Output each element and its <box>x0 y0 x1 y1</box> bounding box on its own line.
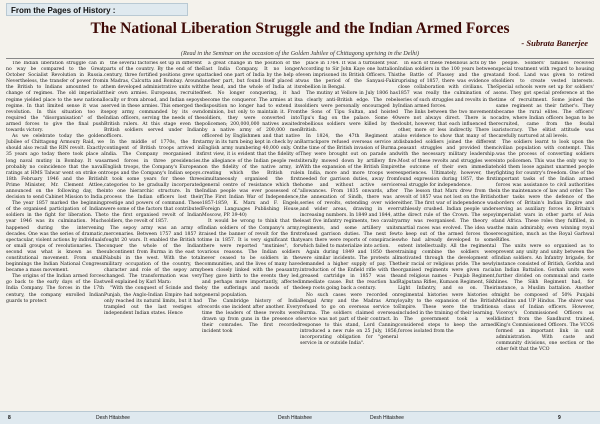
paragraph: the several factories set up in different parts of the country. By the end of the century, three fortified positions grew up in Madras, Calcutta and Bombay. Around them developed administrative units with their own armies. Europeans, recruited locally or from abroad, and Indian sepoys served in these armies. This emerged the sepoy army, commanded by its own Indian officers, serving the needs of the British rulers. At this stage even the British soldiers served under Indian officers. <box>104 61 202 140</box>
paragraph: It would be wrong to think that the Indian soldiers of the Company's army, raised the banner of revolt for the first time in 1857. It is very significant that there were reported "mutinies", for various reasons. The Indian soldiers never ceased to be soldiers in the communities, and the lives of many have been closely linked with the peasantry. They gave birth to the events they led, and perhaps more importantly, affected by the sufferings and moods of the general population. <box>202 219 300 298</box>
paragraph: The origins of the Indian armed forces go back to the early days of the East India Company. The forces in the 17th century, the company enrolled Indian guards to protect <box>6 274 104 304</box>
text-column-3 <box>202 61 300 410</box>
text-columns <box>6 61 594 410</box>
title-divider <box>6 58 594 59</box>
article-subtitle: (Read in the Seminar on the occasion of the Golden Jubilee of Chittagong uprising in the Delhi) <box>180 50 420 57</box>
paragraph: In each of these rebellious acts by the Indian soldiers in the 100 years between the Battle of Plassey and the great uprising of 1857, there was evidence of close collaboration with civilians. The 1857 was really the culmination of a series of such struggles and revolts in the Indian armed forces. <box>398 61 496 109</box>
paragraph: The soldiers learnt to look upon the civilian population with contempt. This was the process of converting soldiers into policemen. This was the only way to hold them loose against unarmed people fighting for country's freedom. One of the important tasks of the Indian armed forces was assistance to civil authorities in the maintenance of law and order. The other tasks were the defence of the borders of Britain's Indian Empire and serving as auxiliary forces in Britain's imperialist wars in other parts of Asia and Africa. These roles they fulfilled, in the main admirably, even winning royal recognition, much as the Royal Garhwal Rifles. <box>496 140 594 243</box>
text-column-6 <box>496 61 594 410</box>
paragraph: a great change in the position of the East India Company. It no longer attacked one part of India by the help of another part, but found itself placed at the head, and the whole of India at its feet. No longer conquering, it had become the conqueror. The armies at its disposition no longer had to extend its dominion, but only to maintain it. From soldiers, they were converted into policemen; 200,000,000 natives awaited by a native army of 200,000 men officered by Englishmen and that native army in its turn being kept in check by an English army numbering 40,000 only. On first view, it is evident that the fidelity of the allegiance of the Indian people rests on the fidelity of the native army, in creating which the British rule simultaneously organised the first general centre of resistance which the Indian people was ever possessed of." (The First Indian War of Independence, 1857-1859, K. Marx and F. Engels, Foreign Languages Publishing House, Moscow, PP. 39-40) <box>202 61 300 219</box>
article-author: - Subrata Banerjee <box>521 38 588 48</box>
paragraph: people. Soldiers' families received special treatment with regard to housing and food. Land was given to retired soldiers to create vested interests. Special schools were set up for soldiers' sons. They got special preference at the time of recruitment. Some joined the same regiment as their father's. They became the rural elites. The officers' cadre, where Indian officers began to be recruited, came from the feudal aristocracy. The elitist attitude was carefully nurtured at all levels. <box>496 61 594 140</box>
paragraph: The government took a well considered steps to keep the armed forces isolated from the <box>398 316 496 335</box>
paragraph: In the middle of 1770s, the first contingent of British troops arrived in India. The Company reorganised its armed forces in three presidencies. English troops, the Company's European troops and the Company's Indian sepoys. It took some years for these three categories to be gradually incorporated into one hierarchic structure. In the process the Indian officers lost their prestige and powers of command. These were some of the factors that contributed to the first organised revolt of Indian soldiers, the revolt of 1857. <box>104 140 202 225</box>
footer-label-middle: Desh Hitaishee <box>278 415 312 421</box>
paragraph: The Indian liberation struggle can in no way be compared to the Great October Socialist Revolution in Russia. Nevertheless, the transfer of power from the British to Indians amounted to a change of regimes. The old imperialist regime yielded place to the new national regime. In that limited sense it was a revolution. In this situation too it required the "disorganisation" of the armed forces to give the final push towards victory. <box>6 61 104 134</box>
paragraph: place in 1764. It was a turbulent year. According to Sir John Kaye one battalion even imprisoned its British Officers. This was the period of the Sanyasi-Fakir rebellion in Bengal. <box>300 61 398 91</box>
paragraph: In 1824, the 47th Regiment at Barrackpore refused overseas service at the time of the British invasion of Burma. They were brought out on parade and literally mowed down by artillery fire. With the expansion of the British Empire in India, more and more troops were needed for garrison duties, away from home and without active service allowances. From 1835 onwards, after the annexation of Sindh, there was a series of revolts, extending over wider and wider areas, drawing in ever increasing numbers. In 1849 and 1844, at least five infantry regiments, two cavalry regiments, and some artillery units refused garrison duties. The next few years there were reports of conspiracies which failed to materialize into action. <box>300 134 398 249</box>
footer-label-left: Desh Hitaishee <box>96 415 130 421</box>
paragraph: "With the conquest of Scinde and the Punjab, the Anglo-Indian Empire had not only reached its natural limits, but it had trampled out the last vestiges of independent Indian states. Hence <box>104 286 202 316</box>
paragraph: The mutiny at Vellore in July 1806 has a clearly anti-British edge. The rebel soldiers were personally encouraged by the Sons of Tipu Sultan, and hoisted Tipu's flag on the palace. Some 40 rebellious soldiers were killed by the British. <box>300 91 398 134</box>
page-footer <box>0 411 600 424</box>
article-title: The National Liberation Struggle and the Indian Armed Forces <box>90 20 510 37</box>
text-column-1 <box>6 61 104 410</box>
paragraph: The year 1857 marked the beginning of the organised participation of Indian soldiers in the fight for liberation. The year 1946 was its culmination. Much happened during the intervening decades. One was the series of dramatic, spectacular, violent actions by individuals or small groups of revolutionaries. The second was what is known as the constitutional movement. From small beginnings the Indian National Congress became a mass movement. <box>6 201 104 274</box>
paragraph: The links between the two movements were not always direct. There is no doubt, however, that each influenced the other, more or less indirectly. There is also evidence to show that many of the disbanded soldiers joined the different peasant struggles and provided them with the necessary military leadership. Most of these revolts and struggles were the outcome of their own immediate experiences. Ultimately, however, they found expression during 1857, the first real struggle for independence. <box>398 109 496 188</box>
footer-label-middle-right: Desh Hitaishee <box>370 415 404 421</box>
text-column-2 <box>104 61 202 410</box>
paragraph: The units were so organised as to prevent any unity and unity between the Indian soldiers. An Infantry brigade, for instance consisted of British, Gorkha and an Indian Battalion. Gorkah units were further divided on communal and caste lines. The Sikh Regiment had, for instance, a Muslim battalion. Another might be composed of 50% Punjabi Muslims and UP Hindus. The shiver was a class of Indian officers. However, Viceroy's Commissioned Officers as distinct from the Sandhurst trained, King's Commissioned Officers. The VCOS formed an important link in unit administration. With caste and community divisions, one section or the other felt that the VCO <box>496 243 594 353</box>
page-number-left: 8 <box>8 415 11 421</box>
page-number-right: 9 <box>558 415 561 421</box>
paragraph: The lesson that Marx drew from the revolt of 1857 was not lost on the British either. The first war of independence was ruthlessly crushed. Indian people under the direct rule of the Crown. The sepoy army was reorganised. The theory of martial races was evolved. The idea was to keep out of the armed forces those who had already developed to some extent intellectually. All the regimental training combine the soldiers were motivated through the development of their racial or religious pride. The newly organised regiments were given racial and religious names - Punjab Regiment, Rajputana Rifles, Kumaon Regiment, Sikh Light Infantry, and so on. Their regimental histories were histories of loyalty to the expansion of the British Empire. These were the traditions included in the training of their learning. <box>398 188 496 316</box>
paragraph: No such cases were recorded on Bengal Army and the Madras Army refused to go on overseas service to Burma. The soldiers claimed overseas service was not part of their contract. In response to this stand, Lord Canning introduced a new rule on 25 July, 1856, incorporating obligation for "general service in or outside India". <box>300 292 398 347</box>
paragraph: The Cambridge history of India records one incident after another. Every time the leaders of these revolts were drawn up from guns in the presence of their comrades. The first recorded incident took <box>202 298 300 335</box>
paragraph: Again during 1849 and 1850 there were similar incidents. The protests all demanded a higher supply of pay. The introduction of the Enfield rifle with the greased cartridge in 1857 was the immediate cause. But the reaction had deep roots going back a century. <box>300 249 398 292</box>
text-column-5 <box>398 61 496 410</box>
section-label: From the Pages of History : <box>6 3 188 16</box>
text-column-4 <box>300 61 398 410</box>
paragraph: The sepoy army was an army of mercenaries. Between 1757 and 1857 it fought 20 wars. It enabled the British to conquer the whole of the Indian subcontinent from Burma in the east to Nabubi in the west. With the total military occupation of the country, the character and role of the sepoy army changed. The transformation was very well explained by Karl Marx: <box>104 225 202 286</box>
paragraph: As we celebrate today the golden Jubilee of Chittagong Armoury Raid, we should also recall the RIN revolt. Exactly 35 years ago today there took place a long naval mutiny in Bombay. It was probably no coincidence that the naval ratings at HMS Talwar went on strike on 18th February 1946 and the British Prime Minister, Mr. Clement Attlee, announced on the following day, the decision to send Cabinet Mission to India. <box>6 134 104 201</box>
